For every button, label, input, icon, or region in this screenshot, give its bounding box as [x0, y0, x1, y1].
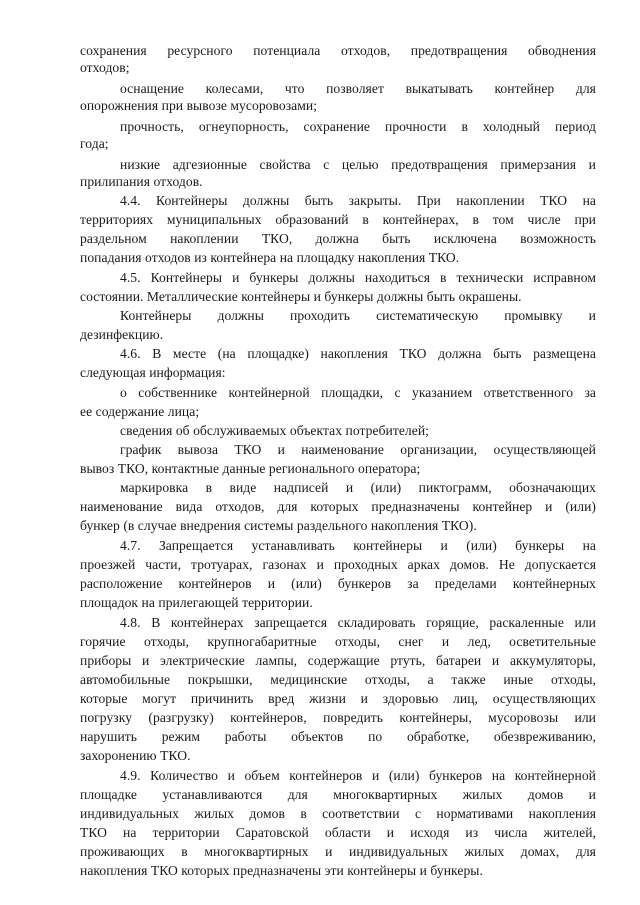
- text-line: погрузку (разгрузку) контейнеров, повредить контейнеры, мусоровозы или: [80, 710, 596, 725]
- text-line: раздельном накоплении ТКО, должна быть исключена возможность: [80, 231, 596, 246]
- text-line: следующая информация:: [80, 365, 226, 380]
- text-line: приборы и электрические лампы, содержащие ртуть, батареи и аккумуляторы,: [80, 653, 596, 668]
- text-line: которые могут причинить вред жизни и здоровью лиц, осуществляющих: [80, 691, 596, 706]
- text-line: 4.6. В месте (на площадке) накопления ТКО должна быть размещена: [120, 346, 596, 361]
- text-line: оснащение колесами, что позволяет выкатывать контейнер для: [120, 81, 596, 96]
- text-line: ее содержание лица;: [80, 404, 200, 419]
- text-line: проезжей части, тротуарах, газонах и проходных арках домов. Не допускается: [80, 557, 596, 572]
- text-line: 4.8. В контейнерах запрещается складировать горящие, раскаленные или: [120, 615, 596, 630]
- text-line: ТКО на территории Саратовской области и исходя из числа жителей,: [80, 825, 596, 840]
- text-line: площадке устанавливаются для многоквартирных жилых домов и: [80, 787, 596, 802]
- text-line: попадания отходов из контейнера на площадку накопления ТКО.: [80, 250, 460, 265]
- text-line: низкие адгезионные свойства с целью предотвращения примерзания и: [120, 157, 596, 172]
- text-line: сведения об обслуживаемых объектах потребителей;: [120, 423, 430, 438]
- text-line: сохранения ресурсного потенциала отходов, предотвращения обводнения: [80, 43, 596, 58]
- text-line: прочность, огнеупорность, сохранение прочности в холодный период: [120, 119, 596, 134]
- text-line: Контейнеры должны проходить систематическую промывку и: [120, 308, 596, 323]
- text-line: проживающих в многоквартирных и индивидуальных жилых домах, для: [80, 844, 596, 859]
- text-line: наименование вида отходов, для которых предназначены контейнер и (или): [80, 499, 596, 514]
- text-line: автомобильные покрышки, медицинские отходы, а также иные отходы,: [80, 672, 596, 687]
- text-line: расположение контейнеров и (или) бункеров за пределами контейнерных: [80, 576, 596, 591]
- text-line: горячие отходы, крупногабаритные отходы, снег и лед, осветительные: [80, 634, 596, 649]
- text-line: 4.5. Контейнеры и бункеры должны находиться в технически исправном: [120, 270, 596, 285]
- text-line: нарушить режим работы объектов по обработке, обезвреживанию,: [80, 729, 596, 744]
- text-line: индивидуальных жилых домов в соответствии с нормативами накопления: [80, 806, 596, 821]
- text-line: бункер (в случае внедрения системы раздельного накопления ТКО).: [80, 518, 477, 533]
- text-line: 4.9. Количество и объем контейнеров и (или) бункеров на контейнерной: [120, 768, 596, 783]
- text-line: захоронению ТКО.: [80, 748, 191, 763]
- text-line: прилипания отходов.: [80, 174, 203, 189]
- text-line: график вывоза ТКО и наименование организации, осуществляющей: [120, 442, 596, 457]
- text-line: 4.4. Контейнеры должны быть закрыты. При накоплении ТКО на: [120, 193, 596, 208]
- text-line: состоянии. Металлические контейнеры и бункеры должны быть окрашены.: [80, 289, 522, 304]
- text-line: дезинфекцию.: [80, 327, 164, 342]
- text-line: отходов;: [80, 60, 130, 75]
- text-line: опорожнения при вывозе мусоровозами;: [80, 98, 318, 113]
- text-line: вывоз ТКО, контактные данные регионального оператора;: [80, 461, 421, 476]
- text-line: маркировка в виде надписей и (или) пиктограмм, обозначающих: [120, 480, 596, 495]
- text-line: накопления ТКО которых предназначены эти контейнеры и бункеры.: [80, 863, 483, 878]
- text-line: площадок на прилегающей территории.: [80, 595, 313, 610]
- text-line: 4.7. Запрещается устанавливать контейнеры и (или) бункеры на: [120, 538, 596, 553]
- text-line: территориях муниципальных образований в контейнерах, в том числе при: [80, 212, 596, 227]
- text-line: о собственнике контейнерной площадки, с указанием ответственного за: [120, 385, 596, 400]
- text-line: года;: [80, 136, 109, 151]
